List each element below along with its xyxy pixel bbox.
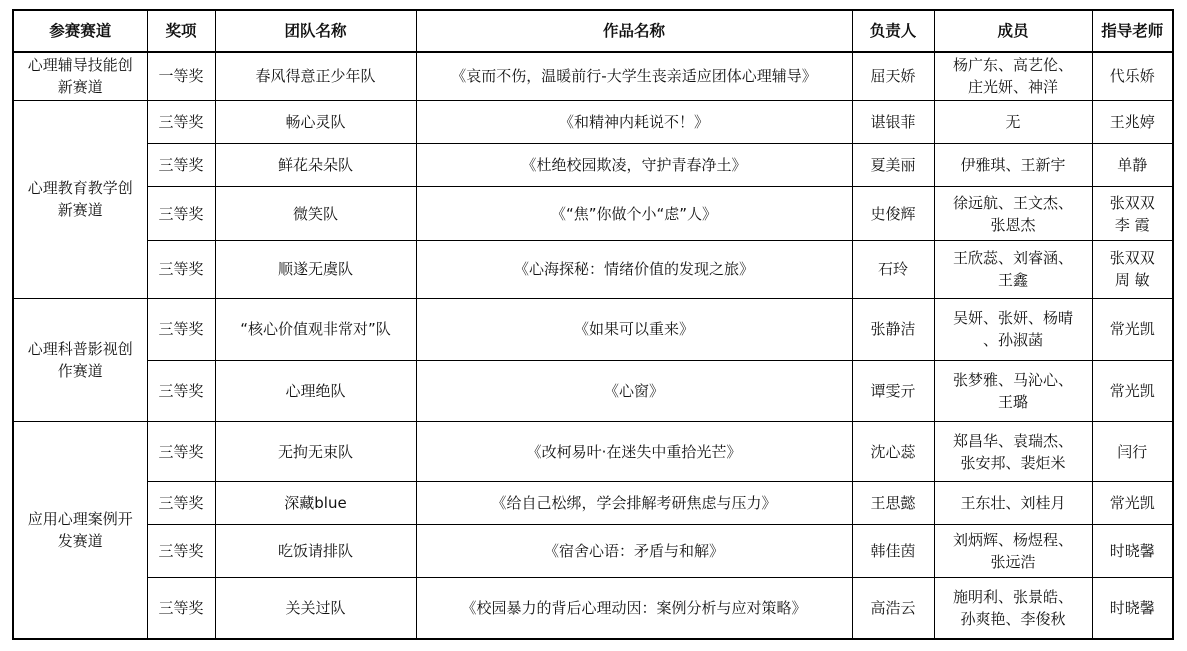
track-line: 心理辅导技能创	[27, 56, 133, 75]
member-line: 张远浩	[990, 552, 1036, 571]
track-line: 发赛道	[57, 531, 103, 550]
advisor-cell	[1092, 524, 1173, 577]
members-cell	[934, 524, 1092, 577]
team-cell: 春风得意正少年队	[215, 52, 416, 100]
members-cell	[934, 482, 1092, 524]
members-cell	[934, 299, 1092, 360]
work-cell: 《宿舍心语：矛盾与和解》	[416, 524, 852, 577]
track-line: 心理科普影视创	[27, 340, 133, 359]
advisor-line: 常光凯	[1109, 381, 1155, 400]
header-track: 参赛赛道	[13, 10, 147, 52]
members-cell	[934, 52, 1092, 100]
member-line: 王欣蕊、刘睿涵、	[952, 249, 1073, 268]
track-cell	[13, 421, 147, 639]
table-row	[13, 578, 1173, 640]
advisor-line: 单静	[1117, 156, 1148, 175]
award-cell: 三等奖	[147, 482, 215, 524]
advisor-line: 周 敏	[1114, 271, 1150, 290]
member-line: 庄光妍、神洋	[967, 78, 1058, 97]
members-cell	[934, 360, 1092, 421]
advisor-line: 常光凯	[1109, 320, 1155, 339]
advisor-line: 张双双	[1109, 193, 1155, 212]
header-work: 作品名称	[416, 10, 852, 52]
member-line: 郑昌华、袁瑞杰、	[952, 431, 1073, 450]
header-advisor: 指导老师	[1092, 10, 1173, 52]
track-line: 心理教育教学创	[27, 179, 133, 198]
member-line: 张安邦、裴炬米	[960, 453, 1066, 472]
advisor-line: 时晓馨	[1109, 599, 1155, 617]
member-line: 伊雅琪、王新宇	[960, 156, 1066, 175]
leader-cell: 张静洁	[852, 299, 934, 360]
member-line: 刘炳辉、杨煜程、	[952, 530, 1073, 549]
leader-cell: 王思懿	[852, 482, 934, 524]
leader-cell: 高浩云	[852, 578, 934, 640]
leader-cell: 夏美丽	[852, 144, 934, 187]
team-cell: 无拘无束队	[215, 421, 416, 481]
work-cell: 《给自己松绑，学会排解考研焦虑与压力》	[416, 482, 852, 524]
members-cell	[934, 578, 1092, 640]
table-row	[13, 482, 1173, 524]
work-cell: 《心窗》	[416, 360, 852, 421]
advisor-cell	[1092, 299, 1173, 360]
members-cell	[934, 421, 1092, 481]
award-cell: 三等奖	[147, 144, 215, 187]
team-cell: “核心价值观非常对”队	[215, 299, 416, 360]
award-cell: 三等奖	[147, 360, 215, 421]
advisor-line: 时晓馨	[1109, 541, 1155, 560]
award-cell: 三等奖	[147, 187, 215, 240]
team-cell: 顺遂无虞队	[215, 240, 416, 298]
member-line: 王东壮、刘桂月	[960, 494, 1066, 512]
track-cell	[13, 299, 147, 422]
header-leader: 负责人	[852, 10, 934, 52]
table-row	[13, 187, 1173, 240]
team-cell: 关关过队	[215, 578, 416, 640]
work-cell: 《改柯易叶·在迷失中重拾光芒》	[416, 421, 852, 481]
track-cell	[13, 52, 147, 100]
member-line: 徐远航、王文杰、	[952, 193, 1073, 212]
team-cell: 鲜花朵朵队	[215, 144, 416, 187]
header-row	[13, 10, 1173, 52]
advisor-cell	[1092, 240, 1173, 298]
advisor-cell	[1092, 421, 1173, 481]
team-cell: 深藏blue	[215, 482, 416, 524]
members-cell	[934, 187, 1092, 240]
leader-cell: 史俊辉	[852, 187, 934, 240]
leader-cell: 沈心蕊	[852, 421, 934, 481]
table-row	[13, 144, 1173, 187]
award-cell: 三等奖	[147, 421, 215, 481]
table-row	[13, 240, 1173, 298]
advisor-cell	[1092, 52, 1173, 100]
members-cell	[934, 100, 1092, 143]
leader-cell: 石玲	[852, 240, 934, 298]
work-cell: 《哀而不伤，温暖前行-大学生丧亲适应团体心理辅导》	[416, 52, 852, 100]
advisor-cell	[1092, 482, 1173, 524]
header-members: 成员	[934, 10, 1092, 52]
advisor-cell	[1092, 360, 1173, 421]
member-line: 王鑫	[997, 271, 1028, 290]
team-cell: 畅心灵队	[215, 100, 416, 143]
advisor-line: 王兆婷	[1109, 112, 1155, 131]
members-cell	[934, 144, 1092, 187]
advisor-cell	[1092, 100, 1173, 143]
table-body	[13, 52, 1173, 639]
member-line: 施明利、张景皓、	[952, 588, 1073, 606]
work-cell: 《和精神内耗说不！》	[416, 100, 852, 143]
header-award: 奖项	[147, 10, 215, 52]
advisor-cell	[1092, 187, 1173, 240]
table-row	[13, 100, 1173, 143]
advisor-line: 常光凯	[1109, 494, 1155, 512]
team-cell: 吃饭请排队	[215, 524, 416, 577]
members-cell	[934, 240, 1092, 298]
table-row	[13, 360, 1173, 421]
team-cell: 微笑队	[215, 187, 416, 240]
award-cell: 一等奖	[147, 52, 215, 100]
advisor-line: 代乐娇	[1109, 67, 1155, 86]
track-cell	[13, 100, 147, 298]
leader-cell: 谭雯亓	[852, 360, 934, 421]
member-line: 吴妍、张妍、杨晴	[952, 309, 1073, 328]
member-line: 王璐	[997, 392, 1028, 411]
table-row	[13, 299, 1173, 360]
member-line: 张恩杰	[990, 215, 1036, 234]
advisor-cell	[1092, 144, 1173, 187]
table-row	[13, 52, 1173, 100]
work-cell: 《校园暴力的背后心理动因：案例分析与应对策略》	[416, 578, 852, 640]
member-line: 孙爽艳、李俊秋	[960, 610, 1066, 628]
award-cell: 三等奖	[147, 578, 215, 640]
work-cell: 《“焦”你做个小“虑”人》	[416, 187, 852, 240]
advisor-line: 张双双	[1109, 249, 1155, 268]
member-line: 、孙淑菡	[982, 331, 1043, 350]
header-team: 团队名称	[215, 10, 416, 52]
leader-cell: 屈天娇	[852, 52, 934, 100]
advisor-cell	[1092, 578, 1173, 640]
work-cell: 《心海探秘：情绪价值的发现之旅》	[416, 240, 852, 298]
award-cell: 三等奖	[147, 240, 215, 298]
award-cell: 三等奖	[147, 524, 215, 577]
work-cell: 《如果可以重来》	[416, 299, 852, 360]
table-row	[13, 524, 1173, 577]
team-cell: 心理绝队	[215, 360, 416, 421]
work-cell: 《杜绝校园欺凌，守护青春净土》	[416, 144, 852, 187]
leader-cell: 谌银菲	[852, 100, 934, 143]
advisor-line: 李 霞	[1114, 215, 1150, 234]
track-line: 作赛道	[57, 362, 103, 381]
member-line: 无	[1005, 112, 1021, 131]
award-cell: 三等奖	[147, 299, 215, 360]
member-line: 张梦雅、马沁心、	[952, 370, 1073, 389]
table-row	[13, 421, 1173, 481]
leader-cell: 韩佳茵	[852, 524, 934, 577]
track-line: 应用心理案例开	[27, 509, 133, 528]
member-line: 杨广东、高艺伦、	[952, 56, 1073, 75]
track-line: 新赛道	[57, 201, 103, 220]
awards-table	[12, 9, 1174, 640]
track-line: 新赛道	[57, 78, 103, 97]
award-cell: 三等奖	[147, 100, 215, 143]
advisor-line: 闫行	[1117, 442, 1148, 461]
